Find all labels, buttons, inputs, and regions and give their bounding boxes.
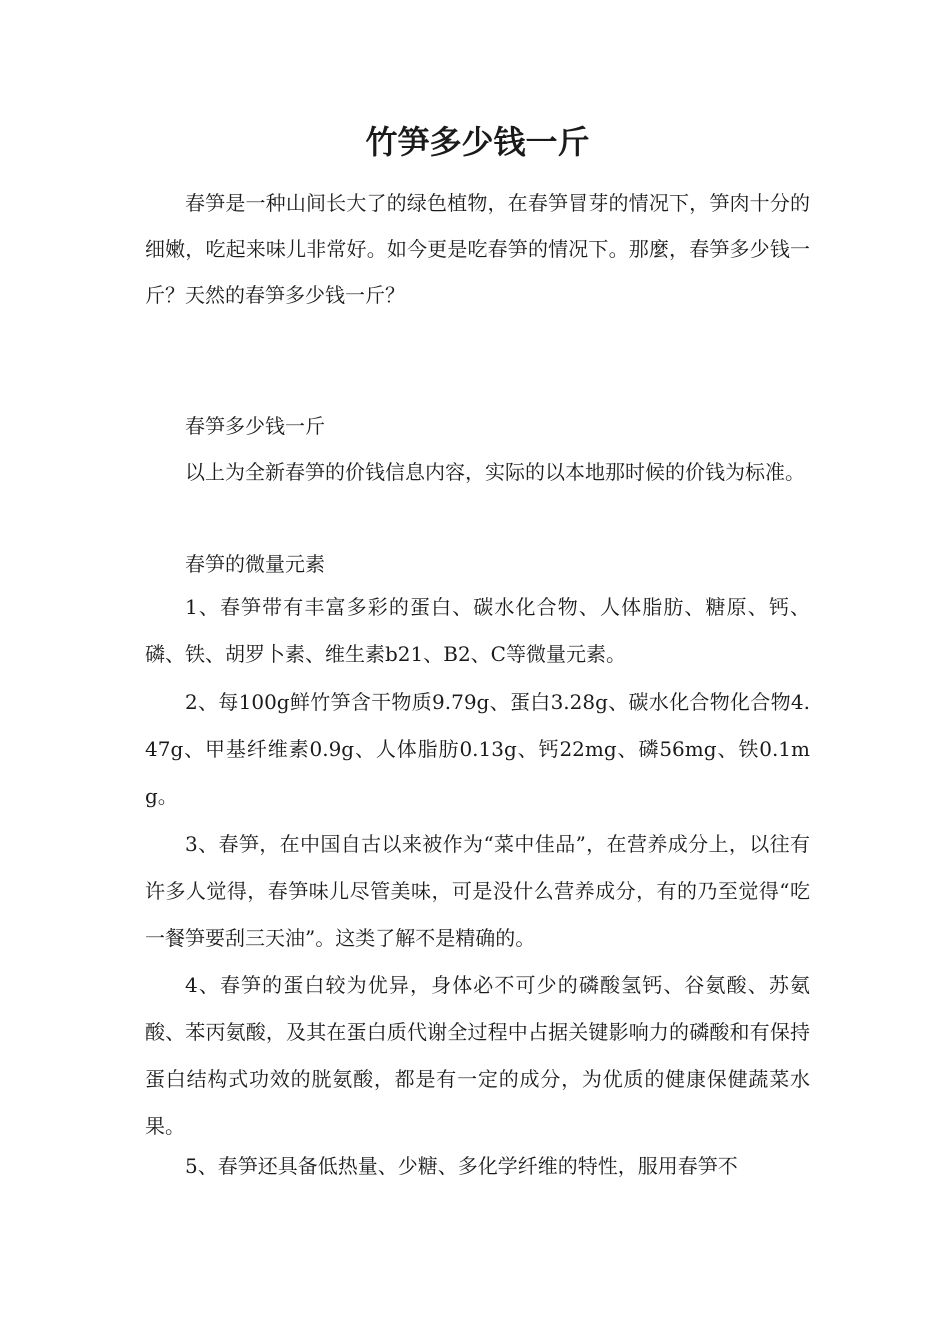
section-heading-nutrients: 春笋的微量元素 [185, 552, 325, 576]
intro-paragraph: 春笋是一种山间长大了的绿色植物，在春笋冒芽的情况下，笋肉十分的细嫩，吃起来味儿非常好。如今更是吃春笋的情况下。那麼，春笋多少钱一斤？天然的春笋多少钱一斤？ [145, 191, 810, 307]
list-item-2: 2、每100g鲜竹笋含干物质9.79g、蛋白3.28g、碳水化合物化合物4.47g、甲基纤维素0.9g、人体脂肪0.13g、钙22mg、磷56mg、铁0.1mg。 [145, 690, 810, 808]
section-heading-price: 春笋多少钱一斤 [185, 414, 325, 438]
list-item-5: 5、春笋还具备低热量、少糖、多化学纤维的特性，服用春笋不 [185, 1154, 738, 1178]
list-item-3: 3、春笋，在中国自古以来被作为“菜中佳品”，在营养成分上，以往有许多人觉得，春笋味儿尽管美味，可是没什么营养成分，有的乃至觉得“吃一餐笋要刮三天油”。这类了解不是精确的。 [145, 832, 810, 950]
price-note-paragraph: 以上为全新春笋的价钱信息内容，实际的以本地那时候的价钱为标准。 [185, 460, 805, 484]
list-item-4: 4、春笋的蛋白较为优异，身体必不可少的磷酸氢钙、谷氨酸、苏氨酸、苯丙氨酸，及其在蛋白质代谢全过程中占据关键影响力的磷酸和有保持蛋白结构式功效的胱氨酸，都是有一定的成分，为优质的健康保健蔬菜水果。 [145, 973, 810, 1138]
list-item-1: 1、春笋带有丰富多彩的蛋白、碳水化合物、人体脂肪、糖原、钙、磷、铁、胡罗卜素、维生素b21、B2、C等微量元素。 [145, 595, 810, 666]
document-title: 竹笋多少钱一斤 [365, 123, 590, 161]
